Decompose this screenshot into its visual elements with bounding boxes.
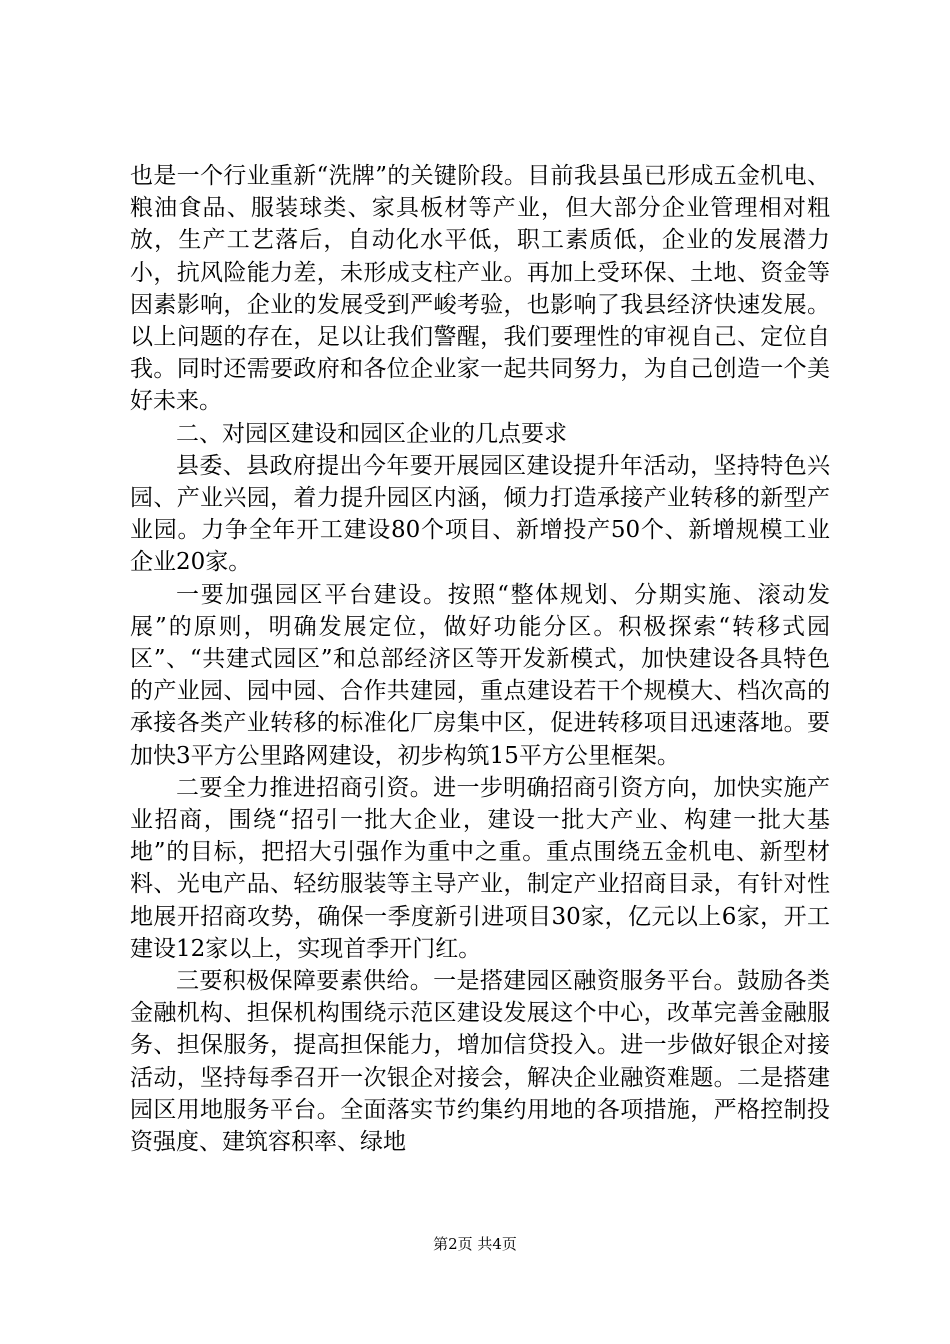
- paragraph: 二要全力推进招商引资。进一步明确招商引资方向，加快实施产业招商，围绕“招引一批大企业，建设一批大产业、构建一批大基地”的目标，把招大引强作为重中之重。重点围绕五金机电、新型材料、光电产品、轻纺服装等主导产业，制定产业招商目录，有针对性地展开招商攻势，确保一季度新引进项目30家，亿元以上6家，开工建设12家以上，实现首季开门红。: [130, 774, 830, 962]
- section-heading: 二、对园区建设和园区企业的几点要求: [176, 420, 567, 447]
- paragraph: 一要加强园区平台建设。按照“整体规划、分期实施、滚动发展”的原则，明确发展定位，做好功能分区。积极探索“转移式园区”、“共建式园区”和总部经济区等开发新模式，加快建设各具特色的产业园、园中园、合作共建园，重点建设若干个规模大、档次高的承接各类产业转移的标准化厂房集中区，促进转移项目迅速落地。要加快3平方公里路网建设，初步构筑15平方公里框架。: [130, 581, 830, 769]
- paragraph: 也是一个行业重新“洗牌”的关键阶段。目前我县虽已形成五金机电、粮油食品、服装球类、家具板材等产业，但大部分企业管理相对粗放，生产工艺落后，自动化水平低，职工素质低，企业的发展潜力小，抗风险能力差，未形成支柱产业。再加上受环保、土地、资金等因素影响，企业的发展受到严峻考验，也影响了我县经济快速发展。以上问题的存在，足以让我们警醒，我们要理性的审视自己、定位自我。同时还需要政府和各位企业家一起共同努力，为自己创造一个美好未来。: [130, 163, 830, 415]
- page-number-label: 第2页 共4页: [433, 1235, 517, 1253]
- document-body: [130, 160, 830, 1158]
- page-footer: [0, 1234, 950, 1254]
- paragraph: 三要积极保障要素供给。一是搭建园区融资服务平台。鼓励各类金融机构、担保机构围绕示范区建设发展这个中心，改革完善金融服务、担保服务，提高担保能力，增加信贷投入。进一步做好银企对接活动，坚持每季召开一次银企对接会，解决企业融资难题。二是搭建园区用地服务平台。全面落实节约集约用地的各项措施，严格控制投资强度、建筑容积率、绿地: [130, 968, 830, 1156]
- paragraph: 县委、县政府提出今年要开展园区建设提升年活动，坚持特色兴园、产业兴园，着力提升园区内涵，倾力打造承接产业转移的新型产业园。力争全年开工建设80个项目、新增投产50个、新增规模工业企业20家。: [130, 452, 830, 576]
